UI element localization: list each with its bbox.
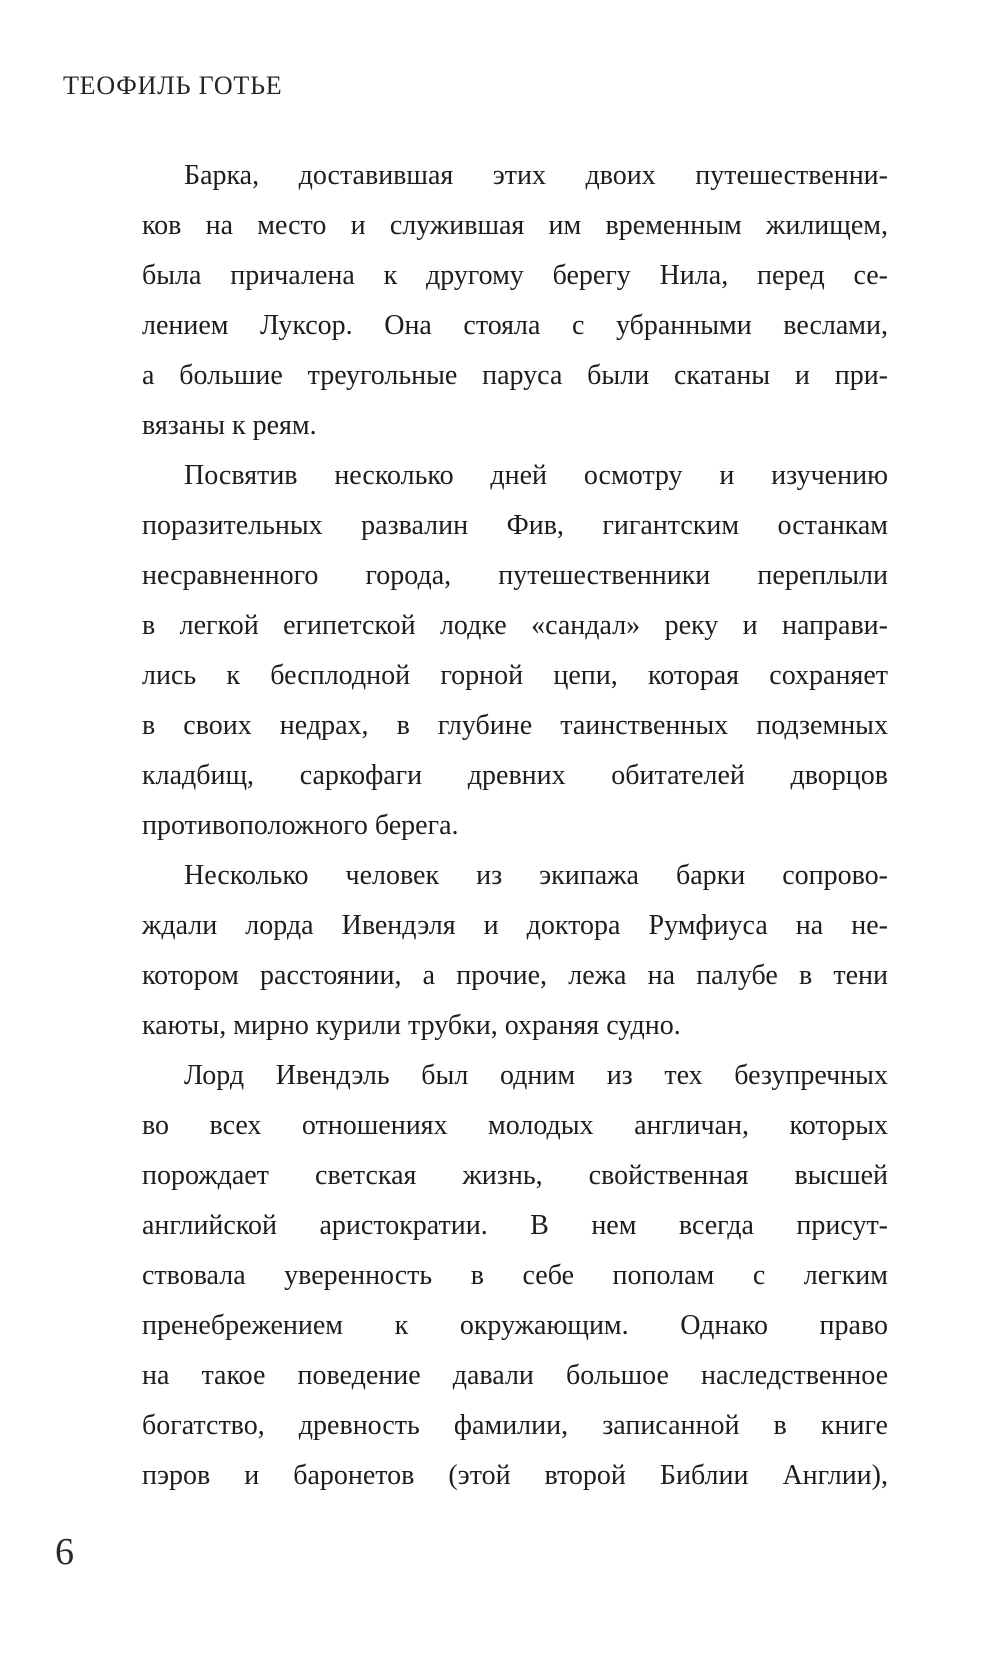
text-line: в легкой египетской лодке «сандал» реку и направи-	[142, 610, 888, 641]
text-line: английской аристократии. В нем всегда присут-	[142, 1210, 888, 1241]
text-line: вязаны к реям.	[142, 410, 317, 441]
text-line: несравненного города, путешественники переплыли	[142, 560, 888, 591]
text-line: ствовала уверенность в себе пополам с легким	[142, 1260, 888, 1291]
text-line: лись к бесплодной горной цепи, которая сохраняет	[142, 660, 888, 691]
text-line: Барка, доставившая этих двоих путешественни-	[184, 160, 888, 191]
running-header: ТЕОФИЛЬ ГОТЬЕ	[63, 71, 283, 100]
body-text	[142, 151, 888, 1501]
text-line: во всех отношениях молодых англичан, которых	[142, 1110, 888, 1141]
text-line: Посвятив несколько дней осмотру и изучению	[184, 460, 888, 491]
text-line: ков на место и служившая им временным жилищем,	[142, 210, 888, 241]
text-line: кладбищ, саркофаги древних обитателей дворцов	[142, 760, 888, 791]
text-line: богатство, древность фамилии, записанной в книге	[142, 1410, 888, 1441]
text-line: котором расстоянии, а прочие, лежа на палубе в тени	[142, 960, 888, 991]
text-line: каюты, мирно курили трубки, охраняя судно.	[142, 1010, 681, 1041]
text-line: Несколько человек из экипажа барки сопрово-	[184, 860, 888, 891]
text-line: в своих недрах, в глубине таинственных подземных	[142, 710, 888, 741]
text-line: пренебрежением к окружающим. Однако право	[142, 1310, 888, 1341]
page-number: 6	[55, 1531, 74, 1573]
text-line: Лорд Ивендэль был одним из тех безупречных	[184, 1060, 888, 1091]
text-line: пэров и баронетов (этой второй Библии Англии),	[142, 1460, 888, 1491]
text-line: а большие треугольные паруса были скатаны и при-	[142, 360, 888, 391]
text-line: на такое поведение давали большое наследственное	[142, 1360, 888, 1391]
text-line: порождает светская жизнь, свойственная высшей	[142, 1160, 888, 1191]
text-line: была причалена к другому берегу Нила, перед се-	[142, 260, 888, 291]
text-line: лением Луксор. Она стояла с убранными веслами,	[142, 310, 888, 341]
text-line: поразительных развалин Фив, гигантским останкам	[142, 510, 888, 541]
text-line: ждали лорда Ивендэля и доктора Румфиуса на не-	[142, 910, 888, 941]
text-line: противоположного берега.	[142, 810, 459, 841]
